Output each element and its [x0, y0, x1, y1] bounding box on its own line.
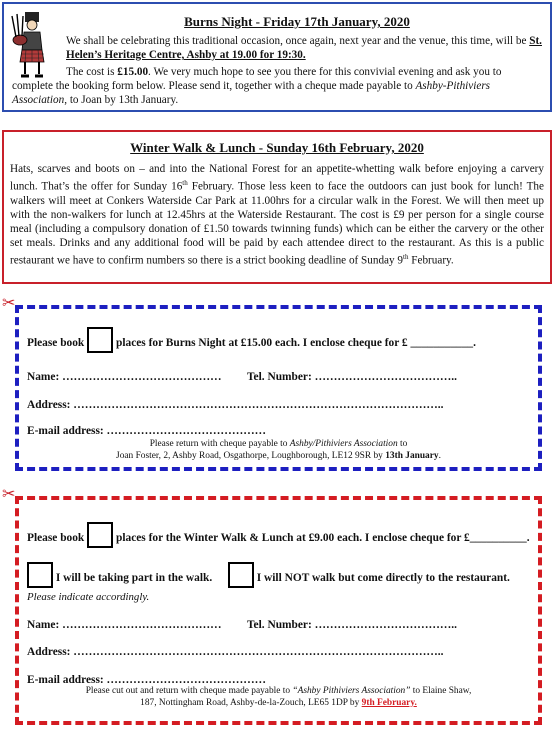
- intro-text: We shall be celebrating this traditional occasion, once again, next year and the venue, this time, will be: [66, 35, 530, 47]
- scissors-icon: ✂: [2, 486, 16, 503]
- cost-text: The cost is: [66, 66, 118, 78]
- note-text: Please cut out and return with cheque made payable to: [85, 686, 293, 696]
- burns-name-field[interactable]: Name: ……………………………………: [27, 371, 222, 383]
- walk-text-2: February. Those less keen to face the outdoors can just book for lunch! The walkers will meet at Conkers Waterside Car Park at 11.00hrs for a circular walk in the Forest. We will then meet up with the non-walkers for lunch at 12.45hrs at the Waterside Restaurant. The cost is £9 per person for a single course meal (including a compulsory donation of £1.50 towards twinning funds) which can be either the carvery or the other set meals. Drinks and any additional food will be paid by each attendee direct to the restaurant. As this is a public restaurant we have to confirm numbers so there is a strict booking deadline of Sunday 9: [10, 180, 544, 267]
- walk-sup-1: th: [182, 179, 188, 187]
- walk-email-field[interactable]: E-mail address: ……………………………………: [27, 674, 266, 686]
- note-text: Please return with cheque payable to: [149, 439, 290, 449]
- walk-text-3: February.: [408, 254, 454, 267]
- note-deadline: 13th January: [385, 451, 439, 461]
- burns-tel-field[interactable]: Tel. Number: ………………………………..: [247, 371, 457, 383]
- note-text-2: to Elaine Shaw,: [410, 686, 472, 696]
- note-end: .: [438, 451, 441, 461]
- burns-night-intro: [66, 34, 542, 62]
- note-address: 187, Nottingham Road, Ashby-de-la-Zouch, LE65 1DP by: [140, 698, 362, 708]
- payee-text: Ashby-Pithiviers Association: [12, 80, 491, 106]
- bagpiper-icon: [10, 10, 54, 80]
- burns-night-title: Burns Night - Friday 17th January, 2020: [184, 14, 410, 29]
- walk-sup-2: th: [403, 252, 409, 261]
- winter-walk-title: Winter Walk & Lunch - Sunday 16th February, 2020: [130, 140, 424, 155]
- winter-walk-description: [10, 162, 544, 267]
- walk-no-checkbox[interactable]: [228, 562, 254, 588]
- burns-booking-form: [15, 305, 542, 471]
- walk-no-label: I will NOT walk but come directly to the restaurant.: [256, 572, 510, 584]
- burns-night-cost: [12, 65, 542, 107]
- walk-option-row: [27, 562, 510, 588]
- walk-cheque-label: places for the Winter Walk & Lunch at £9.00 each. I enclose cheque for £__________.: [116, 532, 530, 544]
- walk-places-box[interactable]: [87, 522, 113, 548]
- walk-return-note: [19, 685, 538, 709]
- burns-return-note: [19, 438, 538, 462]
- note-payee: “Ashby Pithiviers Association”: [292, 686, 411, 696]
- note-address: Joan Foster, 2, Ashby Road, Osgathorpe, Loughborough, LE12 9SR by: [116, 451, 386, 461]
- walk-text-1: Hats, scarves and boots on – and into the National Forest for an appetite-whetting walk before enjoying a carvery lunch. That’s the offer for Sunday 16: [10, 163, 544, 193]
- walk-tel-field[interactable]: Tel. Number: ………………………………..: [247, 619, 457, 631]
- walk-booking-form: [15, 496, 542, 725]
- burns-cheque-label: places for Burns Night at £15.00 each. I enclose cheque for £ ___________.: [116, 337, 476, 349]
- walk-yes-label: I will be taking part in the walk.: [55, 572, 213, 584]
- indicate-note: Please indicate accordingly.: [27, 591, 150, 603]
- note-deadline: 9th February.: [361, 698, 417, 708]
- winter-walk-section: [2, 130, 552, 284]
- burns-address-field[interactable]: Address: ……………………………………………………………………………………..: [27, 399, 444, 411]
- note-payee: Ashby/Pithiviers Association: [289, 439, 398, 449]
- book-label: Please book: [27, 337, 85, 349]
- burns-night-section: [2, 2, 552, 112]
- walk-address-field[interactable]: Address: ……………………………………………………………………………………..: [27, 646, 444, 658]
- cost-value: £15.00: [117, 66, 149, 78]
- walk-places-row: [27, 522, 530, 548]
- cost-text-3: , to Joan by 13th January.: [64, 94, 179, 106]
- walk-yes-checkbox[interactable]: [27, 562, 53, 588]
- burns-places-box[interactable]: [87, 327, 113, 353]
- scissors-icon: ✂: [2, 295, 16, 312]
- venue-text: St. Helen’s Heritage Centre, Ashby at 19.00 for 19:30.: [66, 35, 542, 61]
- burns-email-field[interactable]: E-mail address: ……………………………………: [27, 425, 266, 437]
- burns-places-row: [27, 327, 476, 353]
- cost-text-2: . We very much hope to see you there for this convivial evening and ask you to complete the booking form below. Please send it, together with a cheque made payable to: [12, 66, 502, 92]
- walk-name-field[interactable]: Name: ……………………………………: [27, 619, 222, 631]
- book-label: Please book: [27, 532, 85, 544]
- note-text-2: to: [397, 439, 408, 449]
